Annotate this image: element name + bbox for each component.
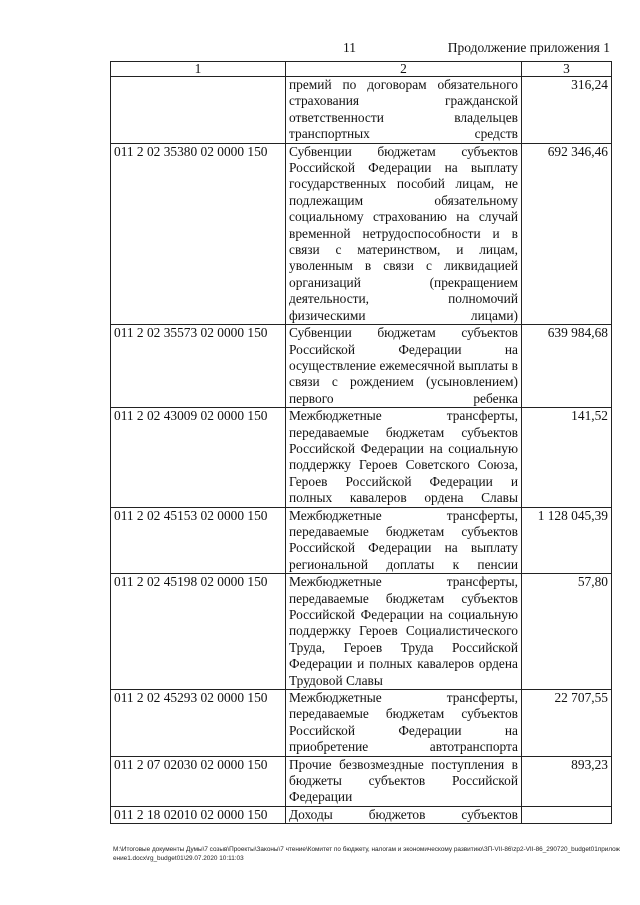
table-row [111,690,612,757]
table-row [111,408,612,507]
row-description: Межбюджетные трансферты, передаваемые бюджетам субъектов Российской Федерации на приобретение автотранспорта [286,690,522,757]
row-code [111,77,286,144]
footer-file-path: M:\Итоговые документы Думы\7 созыв\Проекты\Законы\7 чтение\Комитет по бюджету, налогам и экономическому развитию\ЗП-VII-86\zp2-VII-86_290720_budget01приложение1.docx\rg_budget01\29.07.2020 10:11:03 [113,846,620,862]
row-amount: 22 707,55 [522,690,612,757]
budget-table [110,61,612,824]
row-amount: 141,52 [522,408,612,507]
row-amount: 893,23 [522,756,612,806]
table-row [111,77,612,144]
row-code: 011 2 07 02030 02 0000 150 [111,756,286,806]
row-description: Межбюджетные трансферты, передаваемые бюджетам субъектов Российской Федерации на социальную поддержку Героев Советского Союза, Героев Российской Федерации и полных кавалеров ордена Славы [286,408,522,507]
table-row [111,756,612,806]
table-row [111,806,612,823]
column-header-1: 1 [111,62,286,77]
row-code: 011 2 02 45198 02 0000 150 [111,574,286,690]
column-header-3: 3 [522,62,612,77]
table-row [111,574,612,690]
row-amount [522,806,612,823]
row-description: Прочие безвозмездные поступления в бюджеты субъектов Российской Федерации [286,756,522,806]
row-description: Межбюджетные трансферты, передаваемые бюджетам субъектов Российской Федерации на выплату региональной доплаты к пенсии [286,507,522,574]
row-amount: 639 984,68 [522,325,612,408]
row-description: Субвенции бюджетам субъектов Российской Федерации на выплату государственных пособий лицам, не подлежащим обязательному социальному страхованию на случай временной нетрудоспособности и в связи с материнством, и лицам, уволенным в связи с ликвидацией организаций (прекращением деятельности, полномочий физическими лицами) [286,143,522,324]
row-description: Доходы бюджетов субъектов [286,806,522,823]
table-header-row [111,62,612,77]
table-row [111,325,612,408]
row-amount: 316,24 [522,77,612,144]
table-row [111,507,612,574]
row-code: 011 2 02 35380 02 0000 150 [111,143,286,324]
row-amount: 57,80 [522,574,612,690]
row-description: Межбюджетные трансферты, передаваемые бюджетам субъектов Российской Федерации на социальную поддержку Героев Социалистического Труда, Героев Труда Российской Федерации и полных кавалеров ордена Трудовой Славы [286,574,522,690]
page-number: 11 [343,40,356,55]
row-amount: 1 128 045,39 [522,507,612,574]
table-row [111,143,612,324]
row-code: 011 2 02 35573 02 0000 150 [111,325,286,408]
row-code: 011 2 02 45293 02 0000 150 [111,690,286,757]
column-header-2: 2 [286,62,522,77]
continuation-label: Продолжение приложения 1 [447,40,610,55]
row-code: 011 2 18 02010 02 0000 150 [111,806,286,823]
row-code: 011 2 02 45153 02 0000 150 [111,507,286,574]
row-code: 011 2 02 43009 02 0000 150 [111,408,286,507]
row-description: премий по договорам обязательного страхования гражданской ответственности владельцев транспортных средств [286,77,522,144]
row-amount: 692 346,46 [522,143,612,324]
row-description: Субвенции бюджетам субъектов Российской Федерации на осуществление ежемесячной выплаты в связи с рождением (усыновлением) первого ребенка [286,325,522,408]
